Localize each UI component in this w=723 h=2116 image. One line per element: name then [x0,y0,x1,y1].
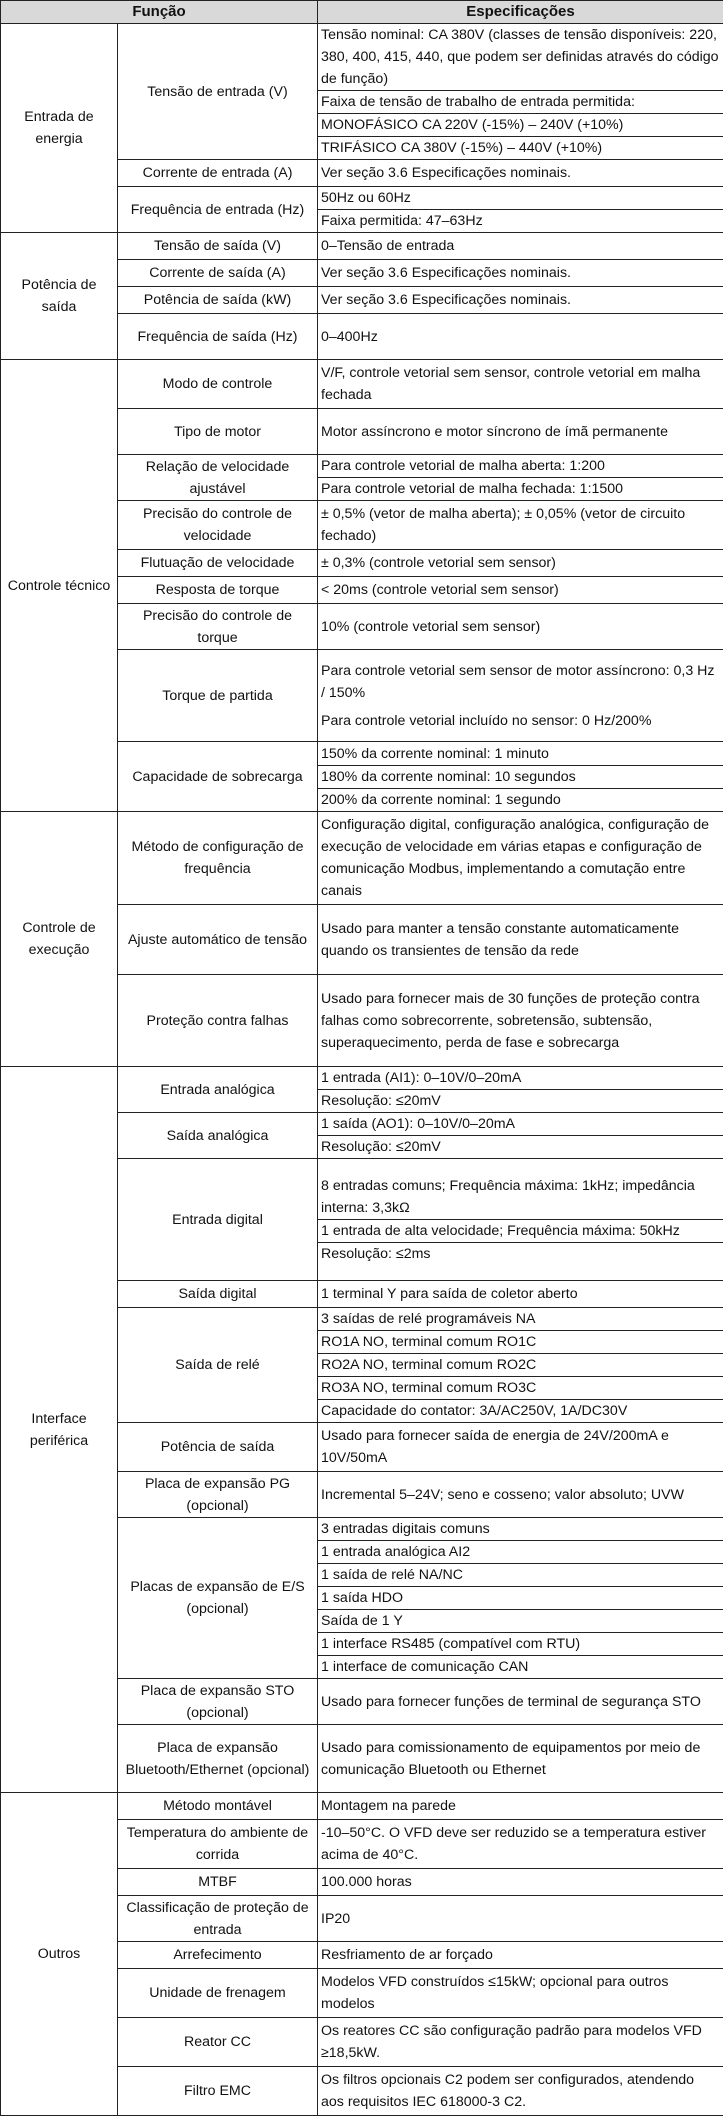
specification-line: 1 saída (AO1): 0–10V/0–20mA [318,1113,723,1135]
specification-line: Usado para fornecer mais de 30 funções de proteção contra falhas como sobrecorrente, sobretensão, subtensão, superaquecimento, perda de fase e sobrecarga [318,986,723,1056]
function-label: Ajuste automático de tensão [118,905,318,975]
specification-cell [318,550,723,577]
specification-line: Resolução: ≤20mV [318,1089,723,1112]
specification-cell [318,1942,723,1969]
specification-line: Motor assíncrono e motor síncrono de ímã permanente [318,419,723,445]
table-row [1,812,723,905]
function-label: Tensão de saída (V) [118,233,318,260]
specification-cell [318,650,723,742]
specification-line: Os reatores CC são configuração padrão para modelos VFD ≥18,5kW. [318,2018,723,2066]
specification-cell [318,233,723,260]
specification-cell [318,905,723,975]
function-label: Placas de expansão de E/S (opcional) [118,1518,318,1679]
specification-cell [318,1518,723,1679]
specification-cell [318,1472,723,1518]
specification-cell [318,314,723,360]
function-label: Potência de saída (kW) [118,287,318,314]
function-label: Arrefecimento [118,1942,318,1969]
specification-line: RO1A NO, terminal comum RO1C [318,1330,723,1353]
specification-cell [318,975,723,1067]
specification-line: RO2A NO, terminal comum RO2C [318,1353,723,1376]
function-label: Precisão do controle de velocidade [118,501,318,550]
function-label: Classificação de proteção de entrada [118,1896,318,1942]
specification-line: 1 entrada analógica AI2 [318,1540,723,1563]
function-label: Placa de expansão STO (opcional) [118,1679,318,1725]
specification-line: Configuração digital, configuração analógica, configuração de execução de velocidade em várias etapas e configuração de comunicação Modbus, implementando a comutação entre canais [318,812,723,904]
specification-cell [318,287,723,314]
specification-line: 1 saída HDO [318,1586,723,1609]
function-label: Torque de partida [118,650,318,742]
table-row [1,1067,723,1113]
specification-line: 1 interface de comunicação CAN [318,1655,723,1678]
specification-line: Incremental 5–24V; seno e cosseno; valor absoluto; UVW [318,1482,723,1508]
group-label-outros: Outros [1,1793,118,2116]
group-label-interface-periferica: Interface periférica [1,1067,118,1793]
function-label: Capacidade de sobrecarga [118,742,318,812]
specification-line: 10% (controle vetorial sem sensor) [318,614,723,640]
specification-line: Faixa de tensão de trabalho de entrada permitida: [318,90,723,113]
function-label: Placa de expansão Bluetooth/Ethernet (opcional) [118,1725,318,1793]
function-label: Reator CC [118,2018,318,2067]
specification-cell [318,1820,723,1869]
specification-line: Modelos VFD construídos ≤15kW; opcional para outros modelos [318,1969,723,2017]
function-label: Proteção contra falhas [118,975,318,1067]
specification-line: 200% da corrente nominal: 1 segundo [318,788,723,811]
specification-line: Usado para manter a tensão constante automaticamente quando os transientes de tensão da rede [318,916,723,964]
function-label: Temperatura do ambiente de corrida [118,1820,318,1869]
table-row [1,24,723,160]
specification-cell [318,1869,723,1896]
specification-cell [318,24,723,160]
specification-line: MONOFÁSICO CA 220V (-15%) – 240V (+10%) [318,113,723,136]
specification-line: 8 entradas comuns; Frequência máxima: 1kHz; impedância interna: 3,3kΩ [318,1175,723,1219]
specification-line: 3 saídas de relé programáveis NA [318,1308,723,1330]
specification-line: Ver seção 3.6 Especificações nominais. [318,260,723,286]
function-label: Entrada digital [118,1159,318,1281]
specification-cell [318,1159,723,1281]
specification-cell [318,1067,723,1113]
specification-line: 0–400Hz [318,324,723,350]
specification-line: < 20ms (controle vetorial sem sensor) [318,577,723,603]
specification-line: Para controle vetorial sem sensor de motor assíncrono: 0,3 Hz / 150% [318,660,723,704]
specification-line: Resolução: ≤2ms [318,1242,723,1265]
specification-cell [318,1281,723,1308]
function-label: Modo de controle [118,360,318,409]
specification-cell [318,2067,723,2116]
specification-cell [318,187,723,233]
table-row [1,1793,723,1820]
specification-line: 100.000 horas [318,1869,723,1895]
specification-line: 1 entrada (AI1): 0–10V/0–20mA [318,1067,723,1089]
specification-line: Para controle vetorial incluído no sensor: 0 Hz/200% [318,710,723,732]
specification-cell [318,1793,723,1820]
header-especificacoes: Especificações [318,1,723,24]
specification-cell [318,1896,723,1942]
function-label: Placa de expansão PG (opcional) [118,1472,318,1518]
specification-cell [318,1679,723,1725]
function-label: Filtro EMC [118,2067,318,2116]
group-label-controle-de-execucao: Controle de execução [1,812,118,1067]
specification-cell [318,501,723,550]
specification-cell [318,160,723,187]
table-row [1,233,723,260]
function-label: Corrente de saída (A) [118,260,318,287]
specification-line: 0–Tensão de entrada [318,233,723,259]
function-label: Frequência de saída (Hz) [118,314,318,360]
specification-line: Resolução: ≤20mV [318,1135,723,1158]
specification-line: Ver seção 3.6 Especificações nominais. [318,160,723,186]
function-label: Unidade de frenagem [118,1969,318,2018]
specification-line: ± 0,3% (controle vetorial sem sensor) [318,550,723,576]
specification-line: 180% da corrente nominal: 10 segundos [318,765,723,788]
specification-line: Para controle vetorial de malha fechada: 1:1500 [318,477,723,500]
function-label: Método montável [118,1793,318,1820]
specification-cell [318,742,723,812]
function-label: Precisão do controle de torque [118,604,318,650]
specification-cell [318,360,723,409]
function-label: Frequência de entrada (Hz) [118,187,318,233]
function-label: MTBF [118,1869,318,1896]
specification-line: Para controle vetorial de malha aberta: 1:200 [318,455,723,477]
specification-line: Tensão nominal: CA 380V (classes de tensão disponíveis: 220, 380, 400, 415, 440, que podem ser definidas através do código de função) [318,24,723,90]
function-label: Método de configuração de frequência [118,812,318,905]
function-label: Corrente de entrada (A) [118,160,318,187]
function-label: Tensão de entrada (V) [118,24,318,160]
specification-line: Os filtros opcionais C2 podem ser configurados, atendendo aos requisitos IEC 618000-3 C2. [318,2067,723,2115]
specification-line: 1 entrada de alta velocidade; Frequência máxima: 50kHz [318,1219,723,1242]
function-label: Saída de relé [118,1308,318,1423]
table-row [1,360,723,409]
group-label-entrada-de-energia: Entrada de energia [1,24,118,233]
function-label: Flutuação de velocidade [118,550,318,577]
table-header-row [1,1,723,24]
function-label: Saída analógica [118,1113,318,1159]
function-label: Entrada analógica [118,1067,318,1113]
specification-cell [318,455,723,501]
specification-line: 50Hz ou 60Hz [318,187,723,209]
specification-line: -10–50°C. O VFD deve ser reduzido se a temperatura estiver acima de 40°C. [318,1820,723,1868]
specification-cell [318,1308,723,1423]
specification-line: Saída de 1 Y [318,1609,723,1632]
specification-cell [318,2018,723,2067]
function-label: Potência de saída [118,1423,318,1472]
specification-line: 1 terminal Y para saída de coletor aberto [318,1281,723,1307]
specification-cell [318,1423,723,1472]
group-label-potencia-de-saida: Potência de saída [1,233,118,360]
specification-line: Usado para fornecer saída de energia de 24V/200mA e 10V/50mA [318,1423,723,1471]
specification-cell [318,577,723,604]
specification-line: Usado para comissionamento de equipamentos por meio de comunicação Bluetooth ou Ethernet [318,1735,723,1783]
specification-line: 1 interface RS485 (compatível com RTU) [318,1632,723,1655]
specification-cell [318,812,723,905]
specification-cell [318,260,723,287]
function-label: Tipo de motor [118,409,318,455]
specification-line: Ver seção 3.6 Especificações nominais. [318,287,723,313]
specification-line: Capacidade do contator: 3A/AC250V, 1A/DC30V [318,1399,723,1422]
specification-line: TRIFÁSICO CA 380V (-15%) – 440V (+10%) [318,136,723,159]
specification-line: Montagem na parede [318,1793,723,1819]
function-label: Saída digital [118,1281,318,1308]
function-label: Resposta de torque [118,577,318,604]
specification-line: 1 saída de relé NA/NC [318,1563,723,1586]
specification-line: 3 entradas digitais comuns [318,1518,723,1540]
specification-cell [318,1969,723,2018]
specification-line: V/F, controle vetorial sem sensor, controle vetorial em malha fechada [318,360,723,408]
specification-line: 150% da corrente nominal: 1 minuto [318,743,723,765]
function-label: Relação de velocidade ajustável [118,455,318,501]
specification-line: ± 0,5% (vetor de malha aberta); ± 0,05% (vetor de circuito fechado) [318,501,723,549]
specification-line: Faixa permitida: 47–63Hz [318,209,723,232]
specification-line: Usado para fornecer funções de terminal de segurança STO [318,1689,723,1715]
group-label-controle-tecnico: Controle técnico [1,360,118,812]
specification-cell [318,1725,723,1793]
specification-cell [318,1113,723,1159]
specification-line: RO3A NO, terminal comum RO3C [318,1376,723,1399]
header-funcao: Função [1,1,318,24]
specification-cell [318,409,723,455]
specification-line: IP20 [318,1906,723,1932]
specification-cell [318,604,723,650]
specification-line: Resfriamento de ar forçado [318,1942,723,1968]
